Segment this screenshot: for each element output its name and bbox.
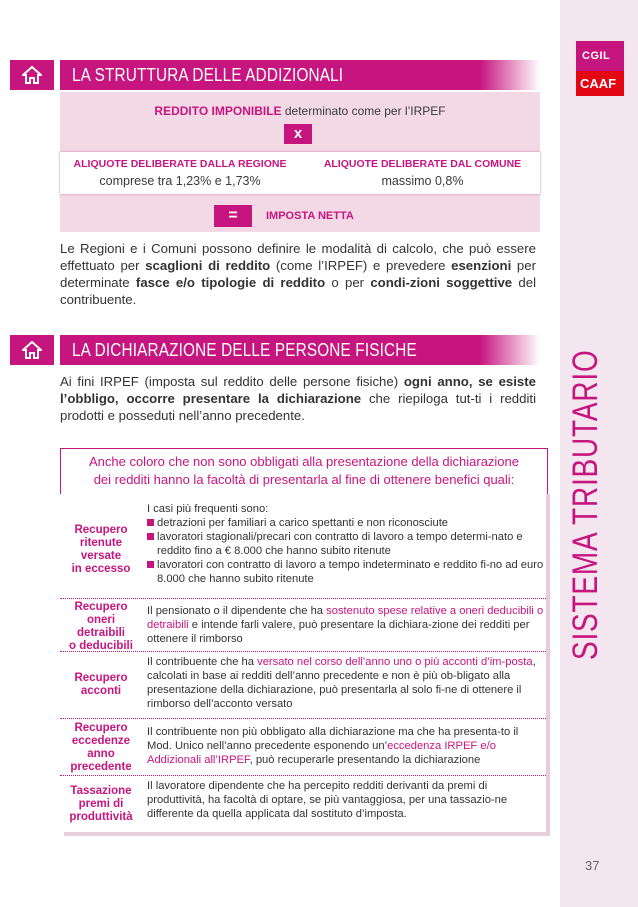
section-header-addizionali [10, 60, 540, 90]
section-side-title: SISTEMA TRIBUTARIO [566, 349, 605, 660]
multiply-operator: x [284, 124, 312, 144]
row-description: Il lavoratore dipendente che ha percepito redditi derivanti da premi di produttività, ha facoltà di optare, se più vantaggiosa, per una tassazio-ne differente da quella applicata dal sostituto d’imposta. [147, 780, 508, 820]
row-label: Recupero acconti [74, 672, 128, 697]
logo-caaf-text: CAAF [580, 76, 617, 91]
row-description: I casi più frequenti sono: detrazioni per familiari a carico spettanti e non riconosciute lavoratori stagionali/precari con contratto di lavoro a tempo determi-nato e reddito fino a € 8.000 che hanno subito ritenute lavoratori con contratto di lavoro a tempo indeterminato e reddito fi-no ad euro 8.000 che hanno subito ritenute [147, 503, 544, 585]
row-description: Il contribuente che ha versato nel corso dell’anno uno o più acconti d’im-posta, calcolati in base ai redditi dell’anno precedente e non è più ob-bligato alla presentazione della dichiarazione, può presentarla al solo fi-ne di ottenere il rimborso dell’acconto versato [147, 656, 536, 710]
home-button[interactable] [10, 335, 54, 365]
benefits-intro-box: Anche coloro che non sono obbligati alla presentazione della dichiarazione dei redditi hanno la facoltà di presentarla al fine di ottenere benefici quali: [60, 448, 548, 496]
row-description: Il contribuente non più obbligato alla dichiarazione ma che ha presenta-to il Mod. Unico nell’anno precedente esponendo un’eccedenza IRPEF e/o Addizionali all’IRPEF, può recuperarle presentando la dichiarazione [147, 726, 519, 766]
section-header-dichiarazione [10, 335, 540, 365]
logo-cgil-text: CGIL [582, 50, 611, 62]
home-icon [22, 341, 42, 359]
region-rate: ALIQUOTE DELIBERATE DALLA REGIONE comprese tra 1,23% e 1,73% [73, 158, 287, 188]
imposta-netta: IMPOSTA NETTA [266, 210, 354, 222]
paragraph-regioni: Le Regioni e i Comuni possono definire le modalità di calcolo, che può essere effettuato per scaglioni di reddito (come l’IRPEF) e prevedere esenzioni per determinate fasce e/o tipologie di reddito o per condi-zioni soggettive del contribuente. [60, 241, 537, 307]
page-number: 37 [585, 858, 600, 873]
section-title: LA DICHIARAZIONE DELLE PERSONE FISICHE [72, 340, 417, 360]
paragraph-irpef: Ai fini IRPEF (imposta sul reddito delle persone fisiche) ogni anno, se esiste l’obbligo, occorre presentare la dichiarazione che riepiloga tut-ti i redditi prodotti e posseduti nell’anno precedente. [60, 374, 536, 423]
home-icon [22, 66, 42, 84]
row-label: Recupero oneri detraibili o deducibili [69, 601, 133, 652]
row-label: Recupero eccedenze anno precedente [70, 722, 132, 773]
comune-rate: ALIQUOTE DELIBERATE DAL COMUNE massimo 0,8% [323, 158, 522, 188]
row-label: Recupero ritenute versate in eccesso [71, 524, 131, 575]
bullet-icon [147, 561, 154, 568]
rates-box [60, 152, 540, 194]
formula-imponibile: REDDITO IMPONIBILE determinato come per l’IRPEF [154, 104, 446, 118]
equals-operator: = [214, 205, 252, 227]
section-title: LA STRUTTURA DELLE ADDIZIONALI [72, 65, 344, 85]
home-button[interactable] [10, 60, 54, 90]
row-label: Tassazione premi di produttività [69, 785, 133, 823]
cgil-caaf-logo [576, 41, 624, 96]
bullet-icon [147, 519, 154, 526]
row-description: Il pensionato o il dipendente che ha sostenuto spese relative a oneri deducibili o detraibili e intende farli valere, può presentare la dichiara-zione dei redditi per ottenere il rimborso [147, 605, 544, 645]
bullet-icon [147, 533, 154, 540]
